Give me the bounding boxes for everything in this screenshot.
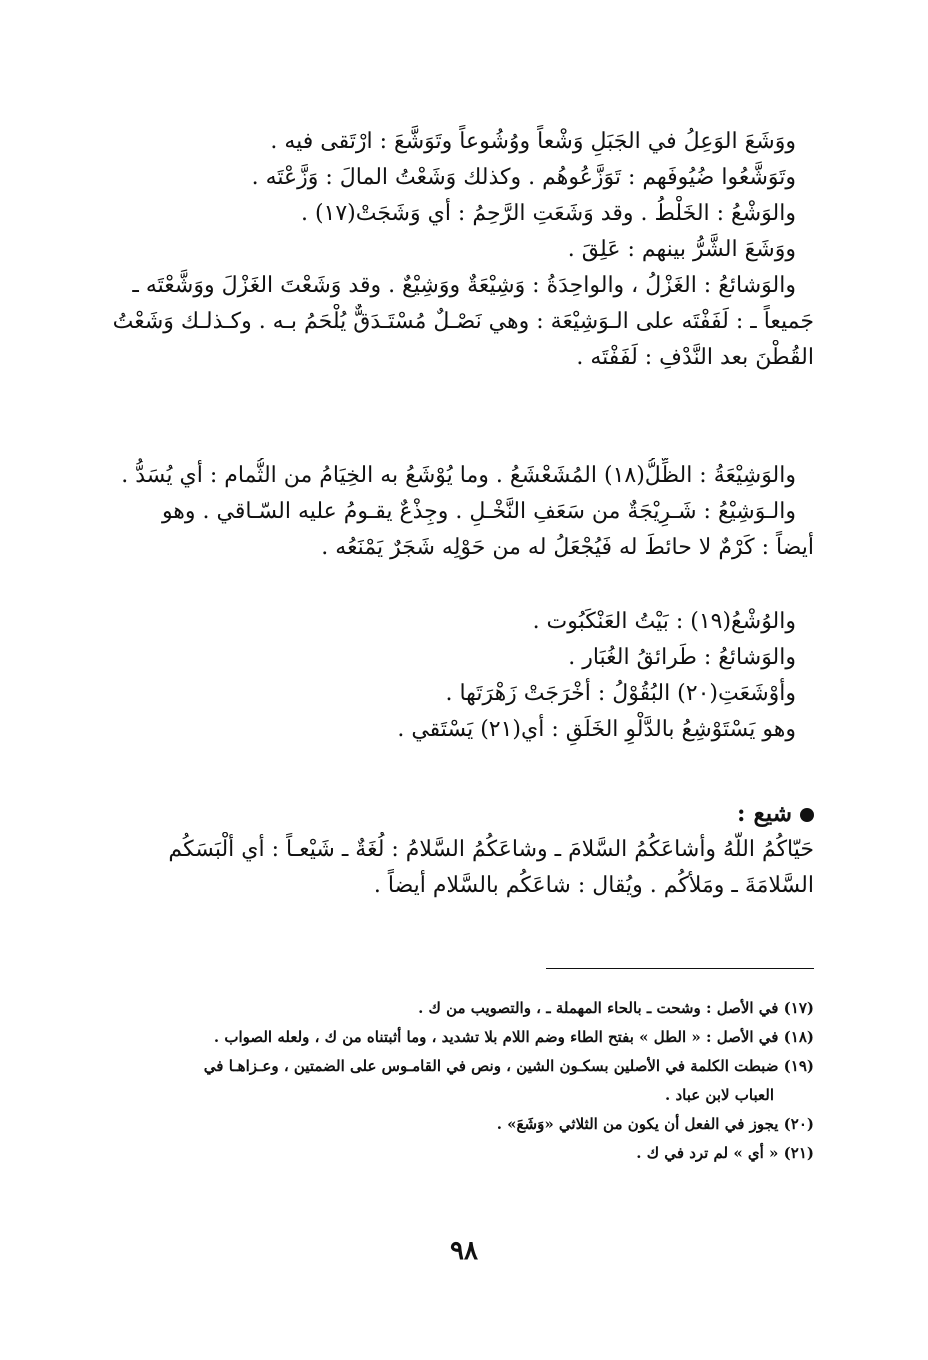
footnote-divider: [546, 968, 814, 969]
footnote: (١٩) ضبطت الكلمة في الأصلين بسكـون الشين ، ونص في القامـوس على الضمتين ، وعـزاهـا في: [203, 1057, 814, 1075]
text-line: وتَوَشَّعُوا ضُيُوفَهم : تَوَزَّعُوهُم . وكذلك وَشَعْتُ المالَ : وَزَّعْتَه .: [251, 165, 796, 190]
text-line: حَيّاكُمُ اللّهُ وأشاعَكُمُ السَّلامَ ـ وشاعَكُمُ السَّلامُ : لُغَةٌ ـ شَيْعـاً : أي ألْبَسَكُم: [168, 837, 814, 862]
text-line: ووَشَعَ الشَّرُّ بينهم : عَلِقَ .: [567, 237, 796, 262]
text-line: ووَشَعَ الوَعِلُ في الجَبَلِ وَشْعاً ووُشُوعاً وتَوَشَّعَ : ارْتَقى فيه .: [270, 129, 796, 154]
section-heading-text: شيع :: [737, 800, 792, 827]
section-heading: [82, 796, 814, 832]
text-line: والوَشائعُ : طَرائقُ الغُبَار .: [568, 645, 796, 670]
footnote-continuation: العباب لابن عباد .: [665, 1086, 774, 1104]
text-line: السَّلامَةَ ـ ومَلأكُم . ويُقال : شاعَكُم بالسَّلام أيضاً .: [373, 873, 814, 898]
text-line: والـوَشِيْعُ : شَـرِيْجَةٌ من سَعَفِ النَّخْـلِ . وجِذْعٌ يقـومُ عليه السّـاقي . وهو: [161, 499, 796, 524]
footnote: (١٨) في الأصل : « الطل » بفتح الطاء وضم اللام بلا تشديد ، وما أثبتناه من ك ، ولعله الصواب .: [213, 1028, 814, 1046]
text-line: القُطْنَ بعد النَّدْفِ : لَفَفْتَه .: [576, 345, 814, 370]
text-line: جَميعاً ـ : لَفَفْتَه على الـوَشِيْعَة : وهي نَصْـلٌ مُسْتَـدَقٌّ يُلْحَمُ بـه . وكـذلـك وَشَعْتُ: [112, 309, 814, 334]
text-line: وهو يَسْتَوْشِعُ بالدَّلْوِ الخَلَقِ : أي(٢١) يَسْتَقي .: [397, 717, 796, 742]
text-line: والوَشائعُ : الغَزْلُ ، والواحِدَةُ : وَشِيْعَةٌ ووَشِيْعٌ . وقد وَشَعْتَ الغَزْلَ ووَشَّعْتَه ـ: [132, 273, 796, 298]
entry-wash-group-3: [82, 604, 814, 748]
text-line: أيضاً : كَرْمٌ لا حائطَ له فَيُجْعَلُ له من حَوْلِه شَجَرٌ يَمْنَعُه .: [321, 535, 814, 560]
footnote: (٢١) « أي » لم ترد في ك .: [636, 1144, 814, 1162]
text-line: وأوْشَعَتِ(٢٠) البُقُوْلُ : أخْرَجَتْ زَهْرَتَها .: [445, 681, 796, 706]
footnote: (٢٠) يجوز في الفعل أن يكون من الثلاثي «وَشَعَ» .: [496, 1115, 814, 1133]
bullet-icon: [800, 808, 814, 822]
entry-wash-group-1: [82, 124, 814, 376]
text-line: والوَشْعُ : الخَلْطُ . وقد وَشَعَتِ الرَّحِمُ : أي وَشَجَتْ(١٧) .: [300, 201, 796, 226]
text-line: والوَشِيْعَةُ : الظِّلُّ(١٨) المُشَعْشَعُ . وما يُوْشَعُ به الخِيَامُ من الثُّمام : أي يُسَدُّ .: [121, 463, 796, 488]
page-number: ٩٨: [450, 1236, 478, 1266]
entry-shay-section: [82, 796, 814, 904]
footnotes: [100, 994, 814, 1168]
entry-wash-group-2: [82, 458, 814, 566]
text-line: والوُشْعُ(١٩) : بَيْتُ العَنْكَبُوت .: [532, 609, 796, 634]
footnote: (١٧) في الأصل : وشحت ـ بالحاء المهملة ـ ، والتصويب من ك .: [418, 999, 814, 1017]
